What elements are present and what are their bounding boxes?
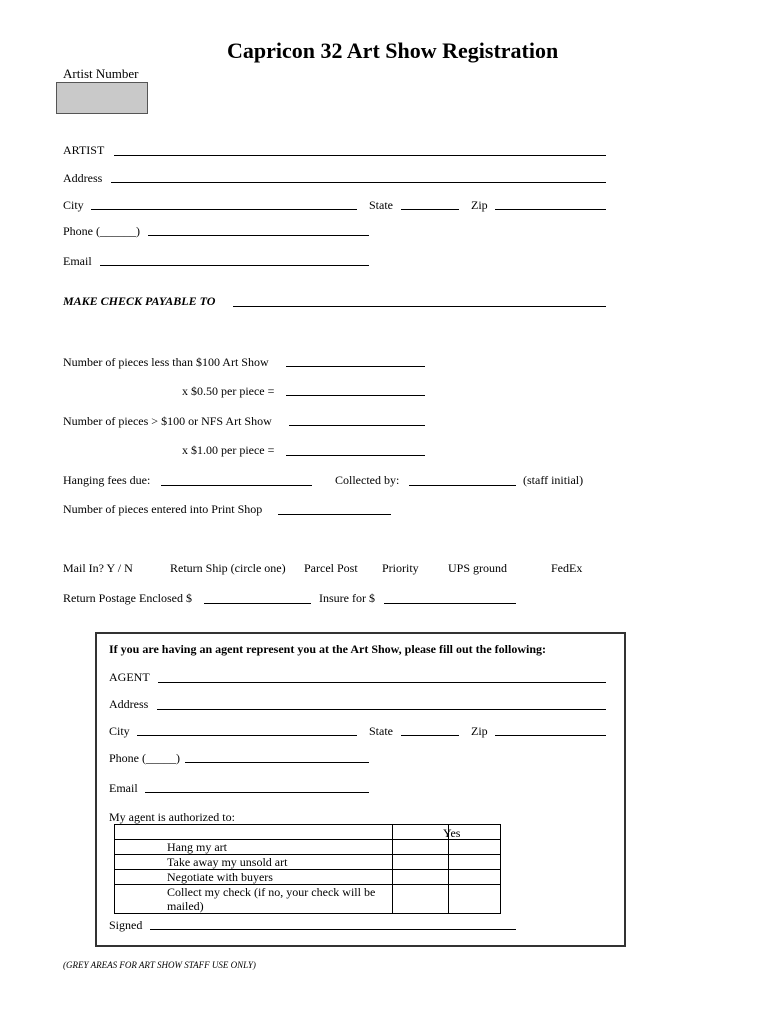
pieces-under-label: Number of pieces less than $100 Art Show: [63, 355, 269, 369]
email-line[interactable]: [100, 265, 369, 266]
artist-label: ARTIST: [63, 143, 105, 157]
agent-name-line[interactable]: [158, 682, 606, 683]
agent-address-line[interactable]: [157, 709, 606, 710]
rate-over-line[interactable]: [286, 455, 425, 456]
email-label: Email: [63, 254, 92, 268]
permission-negotiate-yes[interactable]: [449, 870, 501, 885]
return-postage-label: Return Postage Enclosed $: [63, 591, 192, 605]
permission-collect-yes[interactable]: [449, 885, 501, 914]
ship-option-priority[interactable]: Priority: [382, 561, 419, 575]
footnote: (GREY AREAS FOR ART SHOW STAFF USE ONLY): [63, 960, 256, 970]
yes-header: Yes: [443, 826, 461, 840]
ship-option-parcel-post[interactable]: Parcel Post: [304, 561, 358, 575]
agent-zip-line[interactable]: [495, 735, 606, 736]
artist-name-line[interactable]: [114, 155, 606, 156]
print-shop-label: Number of pieces entered into Print Shop: [63, 502, 263, 516]
permission-negotiate: Negotiate with buyers: [115, 870, 393, 885]
agent-phone-label: Phone (_____): [109, 751, 180, 765]
table-row: [115, 840, 501, 855]
permission-take-away: Take away my unsold art: [115, 855, 393, 870]
permission-take-away-check[interactable]: [393, 855, 449, 870]
pieces-over-line[interactable]: [289, 425, 425, 426]
phone-line[interactable]: [148, 235, 369, 236]
pieces-under-line[interactable]: [286, 366, 425, 367]
ship-option-ups-ground[interactable]: UPS ground: [448, 561, 508, 575]
agent-address-label: Address: [109, 697, 149, 711]
state-label: State: [369, 198, 393, 212]
artist-number-label: Artist Number: [63, 66, 139, 81]
zip-line[interactable]: [495, 209, 606, 210]
agent-state-label: State: [369, 724, 393, 738]
authorized-label: My agent is authorized to:: [109, 810, 235, 824]
signature-line[interactable]: [150, 929, 516, 930]
agent-email-label: Email: [109, 781, 138, 795]
permission-hang-yes[interactable]: [449, 840, 501, 855]
agent-phone-line[interactable]: [185, 762, 369, 763]
table-row: [115, 855, 501, 870]
page-title: Capricon 32 Art Show Registration: [227, 38, 559, 63]
rate-over-label: x $1.00 per piece =: [182, 443, 275, 457]
agent-label: AGENT: [109, 670, 150, 684]
insure-line[interactable]: [384, 603, 516, 604]
permission-take-away-yes[interactable]: [449, 855, 501, 870]
agent-state-line[interactable]: [401, 735, 459, 736]
collected-by-line[interactable]: [409, 485, 516, 486]
return-postage-line[interactable]: [204, 603, 311, 604]
hanging-fees-line[interactable]: [161, 485, 312, 486]
agent-heading: If you are having an agent represent you at the Art Show, please fill out the following:: [109, 642, 547, 656]
print-shop-line[interactable]: [278, 514, 391, 515]
agent-zip-label: Zip: [471, 724, 488, 738]
mail-in-label: Mail In? Y / N: [63, 561, 133, 575]
agent-city-label: City: [109, 724, 130, 738]
table-row: [115, 870, 501, 885]
authorization-table: [114, 824, 501, 914]
permission-collect: Collect my check (if no, your check will be mailed): [167, 885, 376, 913]
rate-under-label: x $0.50 per piece =: [182, 384, 275, 398]
rate-under-line[interactable]: [286, 395, 425, 396]
signed-label: Signed: [109, 918, 143, 932]
agent-email-line[interactable]: [145, 792, 369, 793]
hanging-fees-label: Hanging fees due:: [63, 473, 151, 487]
check-payable-line[interactable]: [233, 306, 606, 307]
permission-hang: Hang my art: [115, 840, 393, 855]
city-label: City: [63, 198, 84, 212]
table-row: [115, 825, 501, 840]
zip-label: Zip: [471, 198, 488, 212]
staff-initial-label: (staff initial): [523, 473, 584, 487]
permission-collect-check[interactable]: [393, 885, 449, 914]
agent-city-line[interactable]: [137, 735, 357, 736]
check-payable-label: MAKE CHECK PAYABLE TO: [63, 294, 216, 308]
pieces-over-label: Number of pieces > $100 or NFS Art Show: [63, 414, 272, 428]
permission-negotiate-check[interactable]: [393, 870, 449, 885]
phone-label: Phone (______): [63, 224, 140, 238]
permission-hang-check[interactable]: [393, 840, 449, 855]
city-line[interactable]: [91, 209, 357, 210]
ship-option-fedex[interactable]: FedEx: [551, 561, 583, 575]
address-label: Address: [63, 171, 103, 185]
table-row: [115, 885, 501, 914]
state-line[interactable]: [401, 209, 459, 210]
return-ship-label: Return Ship (circle one): [170, 561, 286, 575]
insure-label: Insure for $: [319, 591, 375, 605]
collected-by-label: Collected by:: [335, 473, 400, 487]
address-line[interactable]: [111, 182, 606, 183]
artist-number-field[interactable]: [56, 82, 148, 114]
